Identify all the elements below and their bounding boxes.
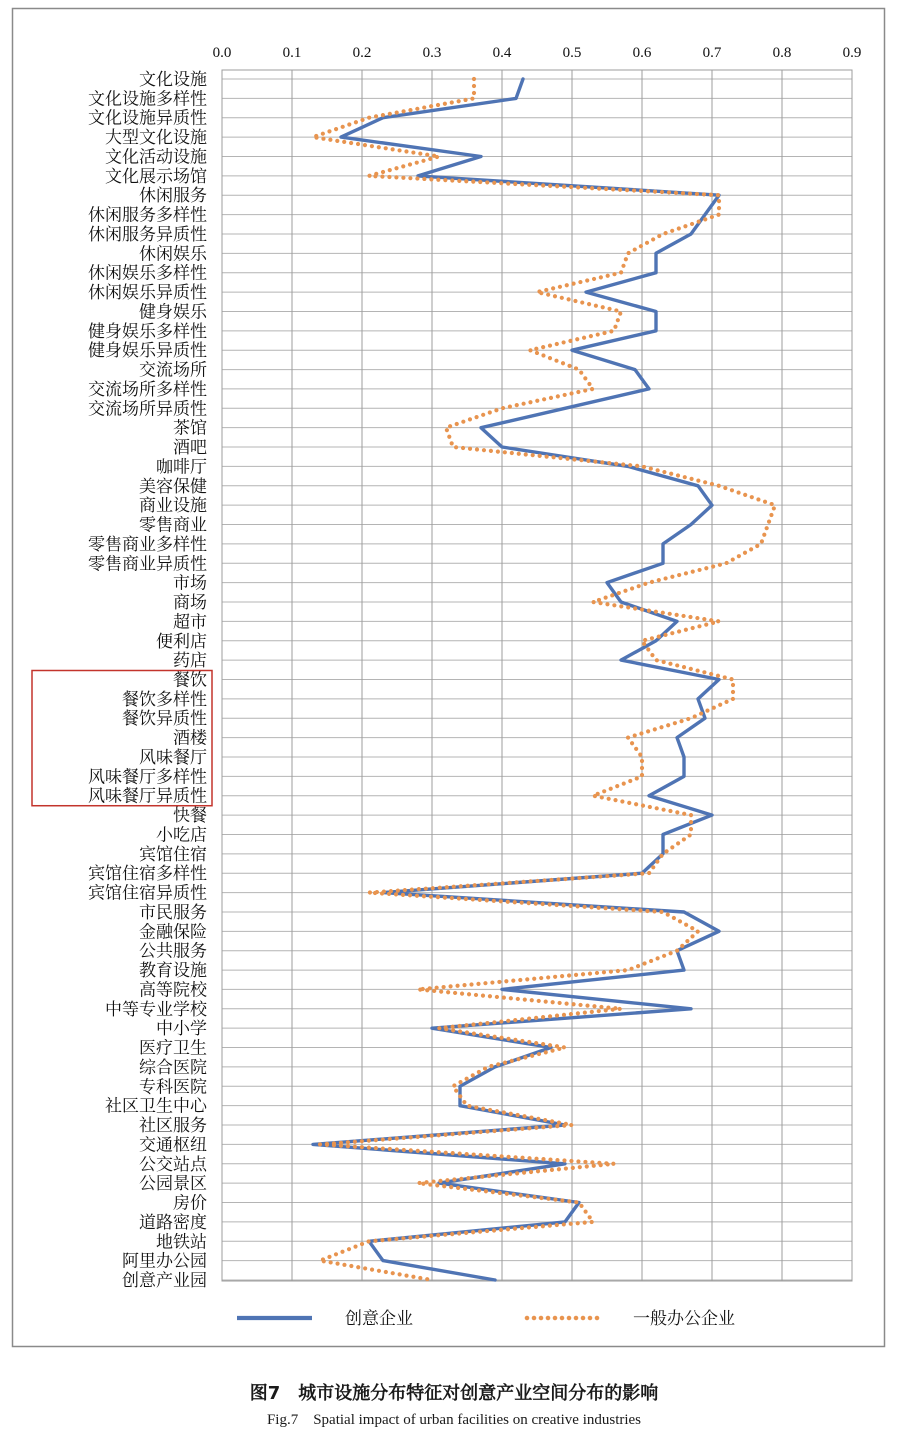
data-point: [430, 1026, 434, 1030]
data-point: [458, 1084, 462, 1088]
data-point: [696, 697, 700, 701]
data-point: [661, 852, 665, 856]
data-point: [416, 987, 420, 991]
y-category-label: 咖啡厅: [156, 457, 207, 477]
y-category-label: 公交站点: [139, 1154, 207, 1174]
data-point: [570, 348, 574, 352]
data-point: [451, 445, 455, 449]
data-point: [626, 736, 630, 740]
data-point: [640, 755, 644, 759]
data-point: [689, 813, 693, 817]
data-point: [493, 1065, 497, 1069]
y-category-label: 文化展示场馆: [105, 166, 207, 186]
data-point: [710, 503, 714, 507]
x-tick-label: 0.2: [352, 45, 372, 61]
y-category-label: 社区服务: [139, 1116, 207, 1136]
data-point: [521, 77, 525, 81]
data-point: [367, 174, 371, 178]
data-point: [570, 1123, 574, 1127]
data-point: [661, 542, 665, 546]
data-point: [500, 445, 504, 449]
data-point: [689, 232, 693, 236]
data-point: [773, 503, 777, 507]
data-point: [493, 1278, 497, 1282]
y-category-label: 商业设施: [139, 496, 207, 516]
x-tick-label: 0.9: [842, 45, 862, 61]
y-category-label: 健身娱乐多样性: [88, 321, 207, 341]
data-point: [696, 929, 700, 933]
y-category-label: 餐饮多样性: [122, 689, 207, 709]
y-category-label: 文化活动设施: [105, 147, 207, 167]
data-point: [381, 1259, 385, 1263]
y-category-label: 休闲娱乐异质性: [88, 283, 207, 303]
data-point: [731, 678, 735, 682]
data-point: [451, 1084, 455, 1088]
y-category-label: 专科医院: [139, 1077, 207, 1097]
data-point: [640, 639, 644, 643]
data-point: [640, 464, 644, 468]
y-category-label: 医疗卫生: [139, 1038, 207, 1058]
data-point: [339, 135, 343, 139]
y-category-label: 休闲娱乐: [139, 244, 207, 264]
data-point: [647, 794, 651, 798]
data-point: [416, 1181, 420, 1185]
data-point: [682, 910, 686, 914]
data-point: [675, 949, 679, 953]
data-point: [577, 368, 581, 372]
data-point: [619, 271, 623, 275]
data-point: [633, 368, 637, 372]
data-point: [766, 523, 770, 527]
y-category-label: 餐饮异质性: [122, 709, 207, 729]
data-point: [577, 1201, 581, 1205]
data-point: [654, 639, 658, 643]
y-category-label: 风味餐厅异质性: [88, 786, 207, 806]
data-point: [458, 1104, 462, 1108]
data-point: [591, 600, 595, 604]
y-category-label: 健身娱乐异质性: [88, 341, 207, 361]
x-tick-label: 0.6: [632, 45, 652, 61]
data-point: [661, 232, 665, 236]
y-category-label: 快餐: [173, 806, 207, 826]
y-category-label: 地铁站: [156, 1232, 207, 1252]
data-point: [689, 523, 693, 527]
y-category-label: 公共服务: [139, 941, 207, 961]
data-point: [535, 290, 539, 294]
y-category-label: 中等专业学校: [105, 999, 207, 1019]
data-point: [759, 542, 763, 546]
data-point: [661, 832, 665, 836]
data-point: [640, 774, 644, 778]
y-category-label: 市民服务: [139, 902, 207, 922]
y-category-label: 文化设施异质性: [88, 108, 207, 128]
x-tick-label: 0.7: [702, 45, 722, 61]
figure-caption-english: Fig.7 Spatial impact of urban facilities on creative industries: [266, 1412, 642, 1428]
data-point: [661, 561, 665, 565]
data-point: [311, 135, 315, 139]
data-point: [479, 154, 483, 158]
y-category-label: 超市: [173, 612, 207, 632]
data-point: [731, 697, 735, 701]
figure-caption-chinese: 图7 城市设施分布特征对创意产业空间分布的影响: [249, 1383, 659, 1404]
x-tick-label: 0.5: [562, 45, 582, 61]
data-point: [584, 290, 588, 294]
data-point: [626, 968, 630, 972]
y-category-label: 休闲娱乐多样性: [88, 263, 207, 283]
data-point: [703, 213, 707, 217]
data-point: [675, 736, 679, 740]
data-point: [430, 1278, 434, 1282]
data-point: [486, 1065, 490, 1069]
data-point: [682, 774, 686, 778]
x-tick-label: 0.3: [422, 45, 442, 61]
y-category-label: 零售商业异质性: [88, 554, 207, 574]
y-category-label: 休闲服务多样性: [88, 205, 207, 225]
y-category-label: 金融保险: [139, 922, 207, 942]
data-point: [605, 581, 609, 585]
y-category-label: 健身娱乐: [139, 302, 207, 322]
data-point: [591, 387, 595, 391]
data-point: [619, 658, 623, 662]
data-point: [500, 987, 504, 991]
data-point: [710, 813, 714, 817]
y-category-label: 酒楼: [173, 728, 207, 748]
y-category-label: 文化设施: [139, 70, 207, 89]
data-point: [311, 1142, 315, 1146]
y-category-label: 美容保健: [139, 476, 207, 496]
y-category-label: 药店: [173, 651, 207, 671]
y-category-label: 宾馆住宿多样性: [88, 864, 207, 884]
data-point: [500, 406, 504, 410]
y-category-label: 小吃店: [156, 825, 207, 845]
data-point: [703, 716, 707, 720]
data-point: [591, 1220, 595, 1224]
y-category-label: 中小学: [156, 1019, 207, 1039]
y-category-label: 综合医院: [139, 1057, 207, 1077]
data-point: [619, 600, 623, 604]
legend-label: 创意企业: [345, 1309, 413, 1328]
data-point: [654, 271, 658, 275]
data-point: [654, 329, 658, 333]
data-point: [626, 251, 630, 255]
y-category-label: 零售商业: [139, 515, 207, 535]
data-point: [437, 1026, 441, 1030]
data-point: [514, 96, 518, 100]
data-point: [619, 309, 623, 313]
y-category-label: 房价: [173, 1193, 207, 1213]
y-category-label: 大型文化设施: [105, 128, 207, 148]
data-point: [367, 891, 371, 895]
y-category-label: 酒吧: [173, 438, 207, 458]
data-point: [689, 716, 693, 720]
data-point: [367, 116, 371, 120]
data-point: [444, 426, 448, 430]
y-category-label: 宾馆住宿异质性: [88, 883, 207, 903]
y-category-label: 餐饮: [173, 670, 207, 690]
data-point: [472, 77, 476, 81]
data-point: [654, 658, 658, 662]
legend-label: 一般办公企业: [633, 1309, 735, 1328]
data-point: [563, 1046, 567, 1050]
data-point: [717, 929, 721, 933]
y-category-label: 阿里办公园: [122, 1251, 207, 1271]
y-category-label: 交流场所: [139, 360, 207, 380]
y-category-label: 道路密度: [139, 1212, 207, 1232]
y-category-label: 文化设施多样性: [88, 89, 207, 109]
y-category-label: 交流场所多样性: [88, 379, 207, 399]
y-category-label: 创意产业园: [122, 1271, 207, 1290]
x-tick-label: 0.0: [212, 45, 232, 61]
data-point: [654, 251, 658, 255]
data-point: [717, 193, 721, 197]
data-point: [717, 619, 721, 623]
data-point: [717, 484, 721, 488]
y-category-label: 社区卫生中心: [105, 1096, 207, 1116]
data-point: [717, 213, 721, 217]
data-point: [717, 678, 721, 682]
y-category-label: 风味餐厅: [139, 747, 207, 767]
y-category-label: 公园景区: [139, 1174, 207, 1194]
data-point: [318, 1259, 322, 1263]
y-category-label: 高等院校: [139, 980, 207, 1000]
x-tick-label: 0.4: [492, 45, 512, 61]
data-point: [437, 154, 441, 158]
data-point: [724, 561, 728, 565]
y-category-label: 交通枢纽: [139, 1135, 207, 1155]
data-point: [689, 832, 693, 836]
y-category-label: 市场: [173, 573, 207, 593]
data-point: [696, 484, 700, 488]
y-category-label: 零售商业多样性: [88, 534, 207, 554]
data-point: [661, 910, 665, 914]
y-category-label: 交流场所异质性: [88, 399, 207, 419]
y-category-label: 商场: [173, 593, 207, 613]
data-point: [479, 426, 483, 430]
data-point: [465, 1104, 469, 1108]
data-point: [318, 1142, 322, 1146]
x-tick-label: 0.1: [282, 45, 302, 61]
data-point: [591, 794, 595, 798]
data-point: [472, 96, 476, 100]
data-point: [612, 1162, 616, 1166]
y-category-label: 教育设施: [139, 961, 207, 981]
y-category-label: 风味餐厅多样性: [88, 767, 207, 787]
data-point: [647, 871, 651, 875]
y-category-label: 休闲服务: [139, 186, 207, 206]
data-point: [563, 406, 567, 410]
y-category-label: 茶馆: [173, 418, 207, 438]
data-point: [675, 619, 679, 623]
data-point: [647, 387, 651, 391]
data-point: [654, 309, 658, 313]
data-point: [612, 329, 616, 333]
data-point: [682, 968, 686, 972]
x-tick-label: 0.8: [772, 45, 792, 61]
data-point: [367, 1239, 371, 1243]
y-category-label: 休闲服务异质性: [88, 224, 207, 244]
data-point: [682, 755, 686, 759]
data-point: [647, 581, 651, 585]
y-category-label: 便利店: [156, 631, 207, 651]
data-point: [689, 1007, 693, 1011]
data-point: [619, 1007, 623, 1011]
data-point: [528, 348, 532, 352]
y-category-label: 宾馆住宿: [139, 844, 207, 864]
